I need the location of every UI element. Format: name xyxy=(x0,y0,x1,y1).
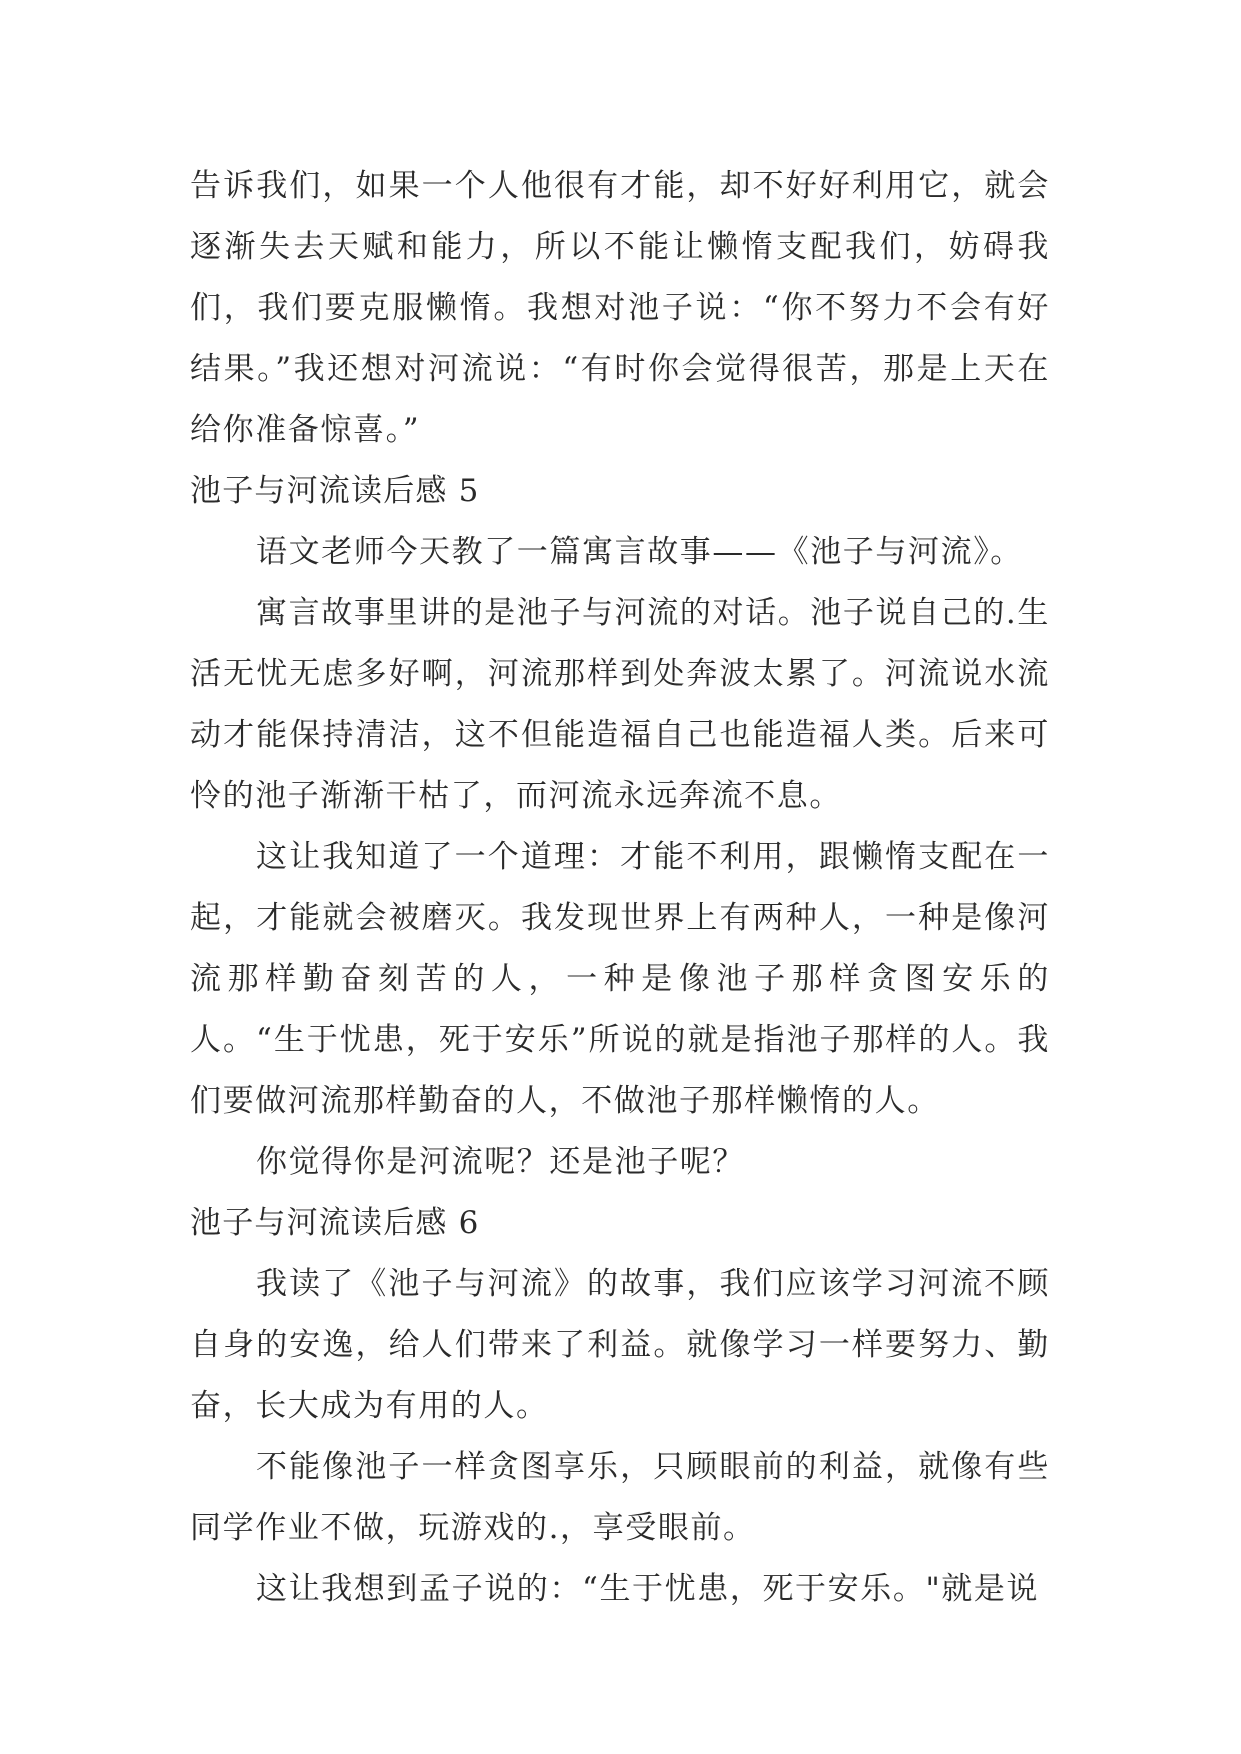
paragraph: 语文老师今天教了一篇寓言故事——《池子与河流》。 xyxy=(256,534,1023,570)
paragraph-continued: 告诉我们，如果一个人他很有才能，却不好好利用它，就会逐渐失去天赋和能力，所以不能让懒惰支配我们，妨碍我们，我们要克服懒惰。我想对池子说：“你不努力不会有好结果。”我还想对河流说：“有时你会觉得很苦，那是上天在给你准备惊喜。” xyxy=(190,168,1050,448)
section-heading-5: 池子与河流读后感 5 xyxy=(190,473,480,509)
paragraph: 不能像池子一样贪图享乐，只顾眼前的利益，就像有些同学作业不做，玩游戏的.，享受眼前。 xyxy=(190,1449,1050,1546)
paragraph: 寓言故事里讲的是池子与河流的对话。池子说自己的.生活无忧无虑多好啊，河流那样到处奔波太累了。河流说水流动才能保持清洁，这不但能造福自己也能造福人类。后来可怜的池子渐渐干枯了，而河流永远奔流不息。 xyxy=(190,595,1050,814)
paragraph: 你觉得你是河流呢？还是池子呢？ xyxy=(256,1144,745,1180)
document-body xyxy=(190,156,1050,1620)
paragraph: 这让我知道了一个道理：才能不利用，跟懒惰支配在一起，才能就会被磨灭。我发现世界上有两种人，一种是像河流那样勤奋刻苦的人，一种是像池子那样贪图安乐的人。“生于忧患，死于安乐”所说的就是指池子那样的人。我们要做河流那样勤奋的人，不做池子那样懒惰的人。 xyxy=(190,839,1050,1119)
paragraph: 这让我想到孟子说的：“生于忧患，死于安乐。"就是说 xyxy=(256,1571,1040,1607)
section-heading-6: 池子与河流读后感 6 xyxy=(190,1205,480,1241)
paragraph: 我读了《池子与河流》的故事，我们应该学习河流不顾自身的安逸，给人们带来了利益。就像学习一样要努力、勤奋，长大成为有用的人。 xyxy=(190,1266,1050,1424)
